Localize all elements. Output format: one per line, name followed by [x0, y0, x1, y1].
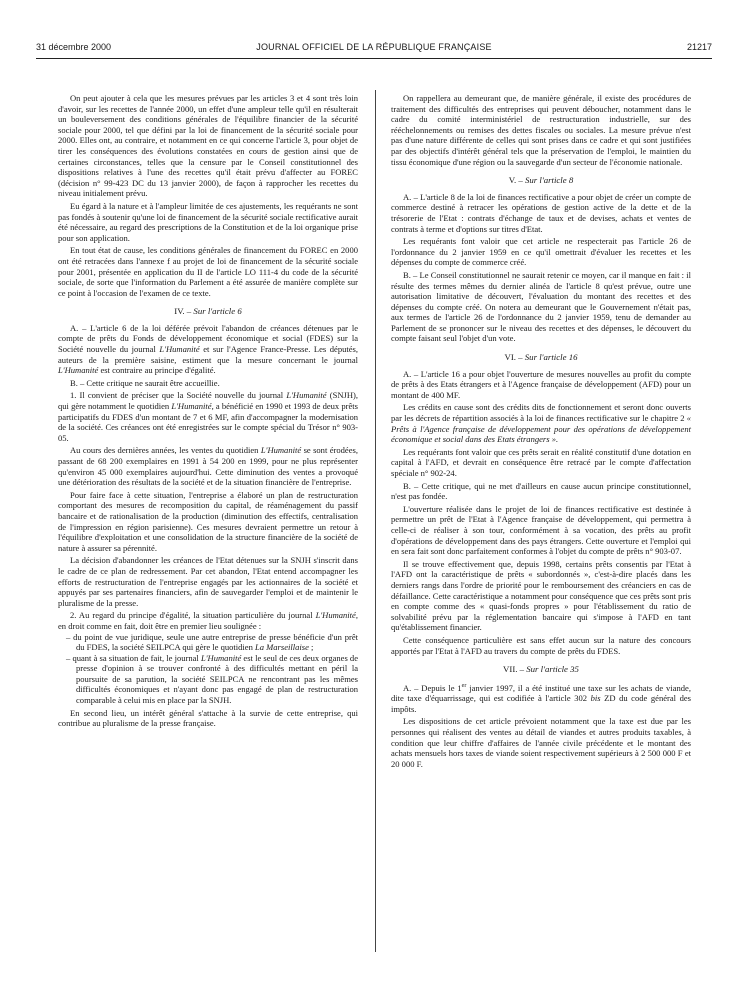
section-title: Sur l'article 16: [524, 352, 578, 363]
text-run: A. – L'article 6 de la loi déférée prévoit l'abandon de créances détenues par le compte de prêts du Fonds de développement économique et social (FDES) sur la Société nouvelle du journal: [58, 322, 358, 355]
paragraph: [58, 445, 358, 487]
superscript: er: [461, 682, 467, 689]
header-journal-title: JOURNAL OFFICIEL DE LA RÉPUBLIQUE FRANÇAISE: [256, 42, 492, 52]
text-run: janvier 1997, il a été institué une taxe sur les achats de viande, dite taxe d'équarrissage, qui est codifiée à l'article 302: [391, 682, 691, 704]
section-title: Sur l'article 35: [526, 664, 579, 675]
paragraph: B. – Cette critique, qui ne met d'ailleurs en cause aucun principe constitutionnel, n'est pas fondée.: [391, 480, 691, 502]
column-divider: [375, 90, 376, 952]
paragraph: [58, 390, 358, 443]
paragraph: Eu égard à la nature et à l'ampleur limitée de ces ajustements, les requérants ne sont pas fondés à soutenir qu'une loi de financement de la sécurité sociale rectificative aurait été nécessaire, au regard des prescriptions de la Constitution et de la loi organique prise pour son application.: [58, 200, 358, 243]
right-column: [391, 93, 691, 769]
paragraph: B. – Le Conseil constitutionnel ne saurait retenir ce moyen, car il manque en fait : il résulte des termes mêmes du dernier alinéa de l'article 8 qu'est prévue, outre une autorisation limitative de découvert, l'évaluation du montant des recettes et des dépenses du compte créé. On notera au demeurant que le Gouvernement n'était pas, aux termes de l'article 26 de l'ordonnance du 2 janvier 1959, tenu de demander au Parlement de se prononcer sur le niveau des recettes et des dépenses, le découvert du compte faisant seul l'objet d'un vote.: [391, 269, 691, 344]
section-heading-vi: [391, 352, 691, 363]
text-run: du point de vue juridique, seule une autre entreprise de presse bénéficie d'un prêt du FDES, la société SEILPCA qui gère le quotidien: [73, 631, 358, 653]
italic-run: bis: [590, 693, 601, 704]
text-run: A. – Depuis le 1: [403, 682, 462, 693]
list-item: [73, 631, 358, 653]
text-run: 2. Au regard du principe d'égalité, la situation particulière du journal: [70, 610, 313, 621]
text-run: 1. Il convient de préciser que la Société nouvelle du journal: [70, 390, 284, 401]
header-rule: [36, 58, 712, 59]
section-number: V. –: [508, 175, 523, 186]
section-number: IV. –: [174, 306, 192, 317]
paragraph: [391, 402, 691, 444]
italic-run: L'Humanité: [159, 344, 200, 355]
paragraph: [58, 610, 358, 631]
italic-run: « Prêts à l'Agence française de développement pour des opérations de développement économique et social dans des Etats étrangers ».: [391, 413, 691, 445]
section-heading-vii: [391, 664, 691, 675]
page-header: [36, 42, 712, 56]
italic-run: L'Humanité: [200, 652, 242, 663]
paragraph: Les requérants font valoir que cet article ne respecterait pas l'article 26 de l'ordonnance du 2 janvier 1959 en ce qu'il omettrait d'évaluer les recettes et les dépenses du compte de commerce créé.: [391, 236, 691, 268]
text-run: est le seul de ces deux organes de presse d'opinion à se trouver confronté à des difficultés mettant en péril la poursuite de sa parution, la société SEILPCA ne rencontrant pas les mêmes difficultés économiques et n'ayant donc pas engagé de plan de restructuration comparable à celui mis en place par la SNJH.: [76, 652, 358, 706]
italic-run: L'Humanité: [315, 610, 356, 621]
text-run: et sur l'Agence France-Presse. Les députés, auteurs de la première saisine, estiment que la mesure concernant le journal: [58, 344, 358, 365]
paragraph: A. – L'article 16 a pour objet l'ouverture de mesures nouvelles au profit du compte de prêts à des Etats étrangers et à l'Agence française de développement (AFD) pour un montant de 400 MF.: [391, 368, 691, 400]
section-title: Sur l'article 6: [193, 306, 242, 317]
paragraph: En second lieu, un intérêt général s'attache à la survie de cette entreprise, qui contribue au pluralisme de la presse française.: [58, 707, 358, 729]
bullet-list: [58, 632, 358, 706]
paragraph: Pour faire face à cette situation, l'entreprise a élaboré un plan de restructuration comportant des mesures de recomposition du capital, de réaménagement du passif bancaire et de rationalisation de la production (diminution des effectifs, centralisation de l'impression en région parisienne). Ces mesures devraient permettre un retour à l'équilibre d'exploitation et une consolidation de la structure financière de la société de nature à assurer sa pérennité.: [58, 489, 358, 553]
section-number: VII. –: [503, 664, 525, 675]
text-run: (SNJH), qui gère notamment le quotidien: [58, 390, 358, 412]
list-item: [72, 652, 358, 706]
section-heading-iv: [58, 306, 358, 317]
paragraph: B. – Cette critique ne saurait être accueillie.: [70, 377, 220, 388]
text-run: Au cours des dernières années, les ventes du quotidien: [70, 445, 259, 456]
section-title: Sur l'article 8: [524, 175, 574, 186]
text-run: Les crédits en cause sont des crédits dits de fonctionnement et seront donc ouverts par les décrets de répartition associés à la loi de finances rectificative sur le chapitre 2: [391, 402, 691, 424]
paragraph: [391, 681, 691, 715]
paragraph: Les requérants font valoir que ces prêts serait en réalité constitutif d'une dotation en capital à l'AFD, et devrait en conséquence être retracé par le compte d'affectation spéciale n° 902-24.: [391, 446, 691, 478]
paragraph: Les dispositions de cet article prévoient notamment que la taxe est due par les personnes qui réalisent des ventes au détail de viandes et autres produits taxables, à condition que leur chiffre d'affaires de l'année civile précédente et le montant des achats mensuels hors taxes de viande soient respectivement supérieurs à 2 500 000 F et 20 000 F.: [391, 716, 691, 769]
section-heading-v: [391, 175, 691, 186]
header-date: 31 décembre 2000: [36, 42, 112, 52]
text-run: ;: [311, 642, 314, 653]
paragraph: La décision d'abandonner les créances de l'Etat détenues sur la SNJH s'inscrit dans le cadre de ce plan de redressement. Par cet abandon, l'Etat entend accompagner les efforts de restructuration de l'entreprise engagés par les actionnaires de la société et appuyés par ses partenaires financiers, afin de sauvegarder l'emploi et de maintenir le pluralisme de la presse.: [58, 555, 358, 608]
paragraph: L'ouverture réalisée dans le projet de loi de finances rectificative est destinée à permettre un prêt de l'Etat à l'Agence française de développement, qui permettra à celle-ci de réaliser à son tour, conformément à sa vocation, des prêts au profit d'opérations de développement dans des pays étrangers. Cette ouverture et l'emploi qui en sera fait sont donc parfaitement conformes à l'objet du compte de prêts n° 903-07.: [391, 503, 691, 557]
text-run: se sont érodées, passant de 68 200 exemplaires en 1991 à 54 200 en 1999, pour ne plus représenter qu'environ 45 000 exemplaires aujourd'hui. Cette diminution des ventes a provoqué une détérioration des résultats de la société et de la situation financière de l'entreprise.: [58, 445, 358, 488]
paragraph: En tout état de cause, les conditions générales de financement du FOREC en 2000 ont été retracées dans l'annexe f au projet de loi de financement de la sécurité sociale pour 2001, présentée en application du II de l'article LO 111-4 du code de la sécurité sociale, de sorte que l'information du Parlement a été assurée de manière complète sur ce point à l'occasion de l'examen de ce texte.: [58, 245, 358, 298]
text-run: , en droit comme en fait, doit être en premier lieu soulignée :: [58, 610, 358, 631]
italic-run: L'Humanité: [286, 390, 327, 401]
text-run: ZD du code général des impôts.: [391, 693, 691, 714]
left-column: [58, 93, 358, 729]
italic-run: L'Humanité: [260, 445, 302, 456]
section-number: VI. –: [504, 352, 523, 363]
paragraph: A. – L'article 8 de la loi de finances rectificative a pour objet de créer un compte de commerce destiné à retracer les opérations de gestion active de la dette et de la trésorerie de l'Etat : contrats d'échange de taux et de devises, achats et ventes de contrats à terme et d'options sur titres d'Etat.: [391, 191, 691, 234]
text-run: est contraire au principe d'égalité.: [100, 365, 216, 376]
italic-run: L'Humanité: [171, 401, 212, 412]
text-run: quant à sa situation de fait, le journal: [72, 652, 199, 663]
paragraph: Il se trouve effectivement que, depuis 1998, certains prêts consentis par l'Etat à l'AFD ont la caractéristique de prêts « subordonnés », c'est-à-dire placés dans les derniers rangs dans l'ordre de priorité pour le remboursement des créanciers en cas de défaillance. Cette caractéristique a notamment pour conséquence que ces prêts sont pris en compte comme des « quasi-fonds propres » pour l'établissement du ratio de solvabilité prévu par la réglementation bancaire qui s'impose à l'AFD en tant qu'établissement financier.: [391, 558, 691, 633]
paragraph: On rappellera au demeurant que, de manière générale, il existe des procédures de traitement des difficultés des entreprises qui peuvent déboucher, notamment dans le cadre du comité interministériel de restructuration industrielle, sur des rééchelonnements ou remises des dettes fiscales ou sociales. La mesure prévue n'est pas d'une nature différente de celles qui sont prises dans ce cadre et qui sont justifiées par des objectifs d'intérêt général tels que la préservation de l'emploi, le maintien du tissu économique d'une région ou la sauvegarde d'un secteur de l'économie nationale.: [391, 93, 691, 167]
italic-run: La Marseillaise: [255, 642, 309, 653]
italic-run: L'Humanité: [58, 365, 99, 376]
paragraph: [58, 323, 358, 376]
paragraph: Cette conséquence particulière est sans effet aucun sur la nature des concours apportés par l'Etat à l'AFD au travers du compte de prêts du FDES.: [391, 634, 691, 656]
text-run: , a bénéficié en 1990 et 1993 de deux prêts participatifs du FDES d'un montant de 7 et 6 MF, afin d'accompagner la modernisation de la société. Ces créances ont été enregistrées sur le compte spécial du Trésor n° 903-05.: [58, 401, 358, 443]
paragraph: On peut ajouter à cela que les mesures prévues par les articles 3 et 4 sont très loin d'avoir, sur les recettes de l'année 2000, un effet d'une ampleur telle qu'il en résulterait un bouleversement des conditions générales de l'équilibre financier de la sécurité sociale pour 2000, tel que défini par la loi de financement de la sécurité sociale pour 2000. Elles ont, au contraire, et notamment en ce qui concerne l'article 3, pour objet de tirer les conséquences des évolutions constatées en cours de gestion ainsi que de certaines circonstances, telles que la censure par le Conseil constitutionnel des dispositions relatives à l'une des recettes qu'il était prévu d'affecter au FOREC (décision n° 99-423 DC du 13 janvier 2000), de façon à rapprocher les recettes du niveau initialement prévu.: [58, 93, 358, 199]
header-page-number: 21217: [686, 42, 712, 52]
